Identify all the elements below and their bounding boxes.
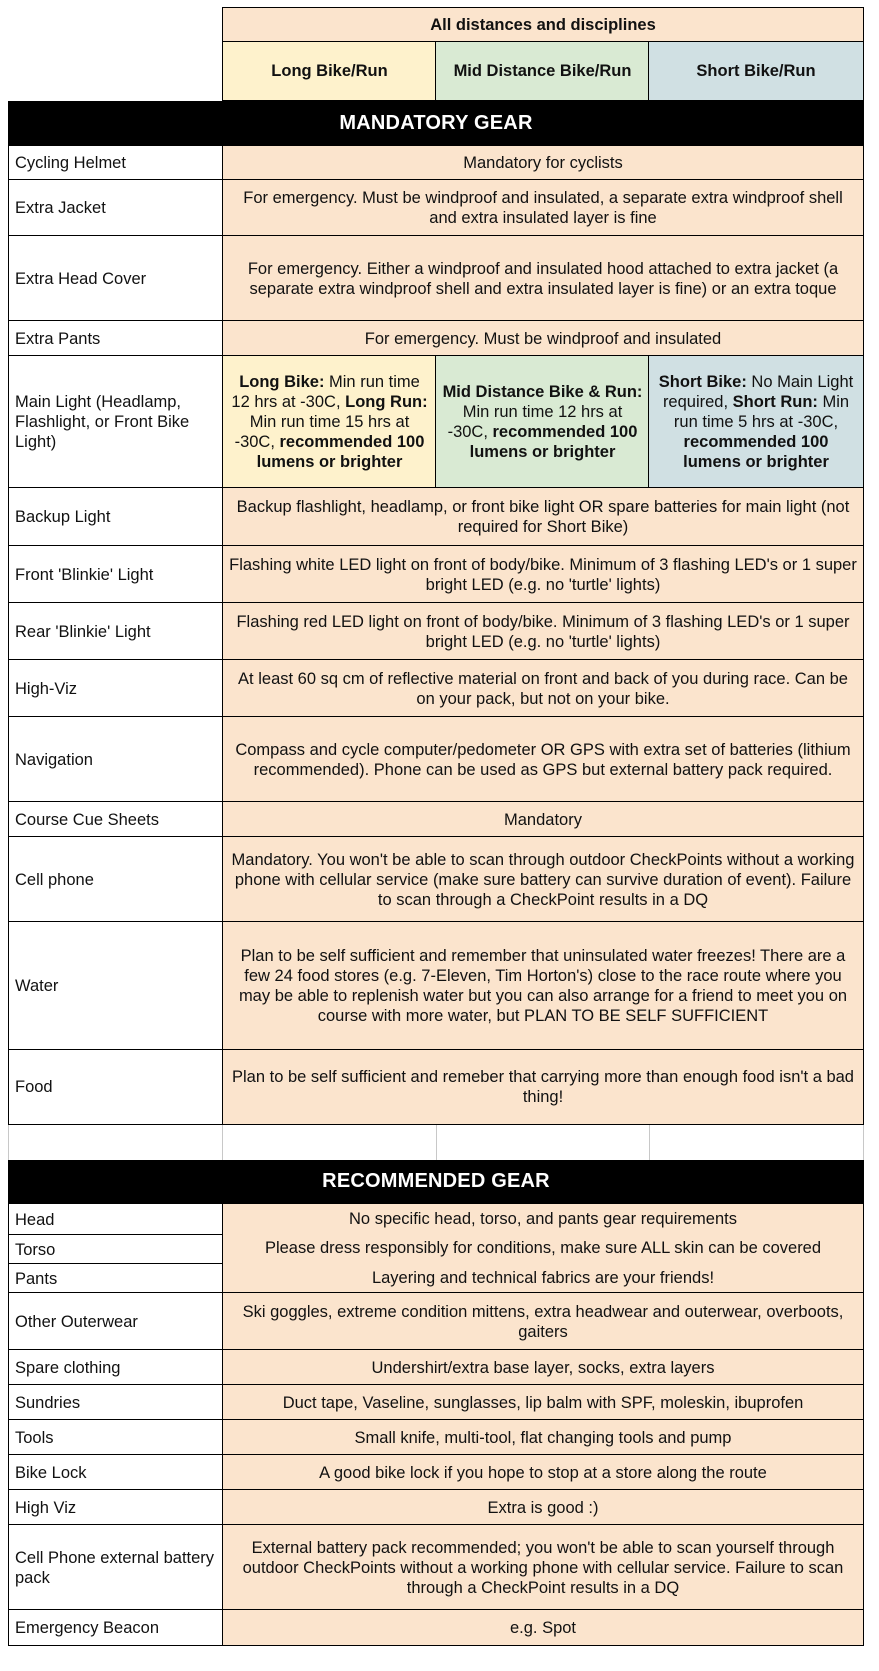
value-water: Plan to be self sufficient and remember that uninsulated water freezes! There are a few 24 food stores (e.g. 7-Eleven, Tim Horton's) close to the race route where you may be able to replenish water but you can also arrange for a friend to meet you on course with more water, but PLAN TO BE SELF SUFFICIENT <box>222 921 864 1051</box>
label-backup-light: Backup Light <box>8 487 224 547</box>
spacer-gridline <box>436 1125 437 1161</box>
label-cell-phone-battery: Cell Phone external battery pack <box>8 1524 224 1611</box>
main-light-short-text: Short Bike: No Main Light required, Short Run: Min run time 5 hrs at -30C, recommended 100 lumens or brighter <box>658 373 854 471</box>
value-high-viz-extra: Extra is good :) <box>222 1489 864 1526</box>
value-sundries: Duct tape, Vaseline, sunglasses, lip balm with SPF, moleskin, ibuprofen <box>222 1384 864 1421</box>
label-rear-blinkie: Rear 'Blinkie' Light <box>8 602 224 661</box>
main-light-mid-text: Mid Distance Bike & Run: Min run time 12 hrs at -30C, recommended 100 lumens or brighter <box>442 383 643 461</box>
value-rear-blinkie: Flashing red LED light on front of body/bike. Minimum of 3 flashing LED's or 1 super bright LED (e.g. no 'turtle' lights) <box>222 602 864 661</box>
value-bike-lock: A good bike lock if you hope to stop at a store along the route <box>222 1454 864 1491</box>
label-head: Head <box>8 1203 224 1236</box>
label-tools: Tools <box>8 1419 224 1456</box>
label-main-light: Main Light (Headlamp, Flashlight, or Front Bike Light) <box>8 355 224 489</box>
value-high-viz: At least 60 sq cm of reflective material on front and back of you during race. Can be on your pack, but not on your bike. <box>222 659 864 718</box>
label-sundries: Sundries <box>8 1384 224 1421</box>
label-extra-head-cover: Extra Head Cover <box>8 235 224 322</box>
label-food: Food <box>8 1049 224 1125</box>
label-pants: Pants <box>8 1263 224 1294</box>
label-navigation: Navigation <box>8 716 224 803</box>
header-short: Short Bike/Run <box>648 41 864 101</box>
header-long: Long Bike/Run <box>222 41 437 101</box>
spacer-gridline <box>649 1125 650 1161</box>
label-other-outerwear: Other Outerwear <box>8 1292 224 1351</box>
header-all-distances: All distances and disciplines <box>222 7 864 43</box>
label-front-blinkie: Front 'Blinkie' Light <box>8 545 224 604</box>
label-emergency-beacon: Emergency Beacon <box>8 1609 224 1646</box>
clothing-line: Please dress responsibly for conditions, make sure ALL skin can be covered <box>264 1239 822 1258</box>
header-mid: Mid Distance Bike/Run <box>435 41 650 101</box>
clothing-line: No specific head, torso, and pants gear requirements <box>349 1209 737 1228</box>
label-course-cue-sheets: Course Cue Sheets <box>8 801 224 838</box>
spacer-gridline <box>222 1125 223 1161</box>
label-torso: Torso <box>8 1234 224 1265</box>
value-main-light-short <box>648 355 864 489</box>
value-extra-head-cover: For emergency. Either a windproof and insulated hood attached to extra jacket (a separate extra windproof shell and extra insulated layer is fine) or an extra toque <box>222 235 864 322</box>
mandatory-gear-title: MANDATORY GEAR <box>8 101 864 145</box>
label-cycling-helmet: Cycling Helmet <box>8 145 224 181</box>
clothing-line: Layering and technical fabrics are your friends! <box>371 1269 715 1288</box>
label-water: Water <box>8 921 224 1051</box>
value-spare-clothing: Undershirt/extra base layer, socks, extra layers <box>222 1349 864 1386</box>
value-other-outerwear: Ski goggles, extreme condition mittens, extra headwear and outerwear, overboots, gaiters <box>222 1292 864 1351</box>
value-cell-phone-battery: External battery pack recommended; you won't be able to scan yourself through outdoor CheckPoints without a working phone with cellular service. Failure to scan through a CheckPoint results in a DQ <box>222 1524 864 1611</box>
value-food: Plan to be self sufficient and remeber that carrying more than enough food isn't a bad thing! <box>222 1049 864 1125</box>
main-light-long-text: Long Bike: Min run time 12 hrs at -30C, Long Run: Min run time 15 hrs at -30C, recommended 100 lumens or brighter <box>231 373 428 471</box>
value-navigation: Compass and cycle computer/pedometer OR GPS with extra set of batteries (lithium recommended). Phone can be used as GPS but external battery pack required. <box>222 716 864 803</box>
label-high-viz-extra: High Viz <box>8 1489 224 1526</box>
value-tools: Small knife, multi-tool, flat changing tools and pump <box>222 1419 864 1456</box>
value-front-blinkie: Flashing white LED light on front of body/bike. Minimum of 3 flashing LED's or 1 super bright LED (e.g. no 'turtle' lights) <box>222 545 864 604</box>
value-main-light-mid <box>435 355 650 489</box>
value-clothing <box>222 1203 864 1294</box>
value-emergency-beacon: e.g. Spot <box>222 1609 864 1646</box>
label-extra-pants: Extra Pants <box>8 320 224 357</box>
label-high-viz: High-Viz <box>8 659 224 718</box>
value-main-light-long <box>222 355 437 489</box>
label-bike-lock: Bike Lock <box>8 1454 224 1491</box>
spacer-gridline <box>8 1125 9 1161</box>
value-backup-light: Backup flashlight, headlamp, or front bike light OR spare batteries for main light (not required for Short Bike) <box>222 487 864 547</box>
value-cell-phone: Mandatory. You won't be able to scan through outdoor CheckPoints without a working phone with cellular service (make sure battery can survive duration of event). Failure to scan through a CheckPoint results in a DQ <box>222 836 864 923</box>
recommended-gear-title: RECOMMENDED GEAR <box>8 1160 864 1203</box>
spacer-gridline <box>863 1125 864 1161</box>
label-cell-phone: Cell phone <box>8 836 224 923</box>
value-cycling-helmet: Mandatory for cyclists <box>222 145 864 181</box>
label-spare-clothing: Spare clothing <box>8 1349 224 1386</box>
label-extra-jacket: Extra Jacket <box>8 179 224 237</box>
value-course-cue-sheets: Mandatory <box>222 801 864 838</box>
value-extra-pants: For emergency. Must be windproof and insulated <box>222 320 864 357</box>
value-extra-jacket: For emergency. Must be windproof and insulated, a separate extra windproof shell and extra insulated layer is fine <box>222 179 864 237</box>
